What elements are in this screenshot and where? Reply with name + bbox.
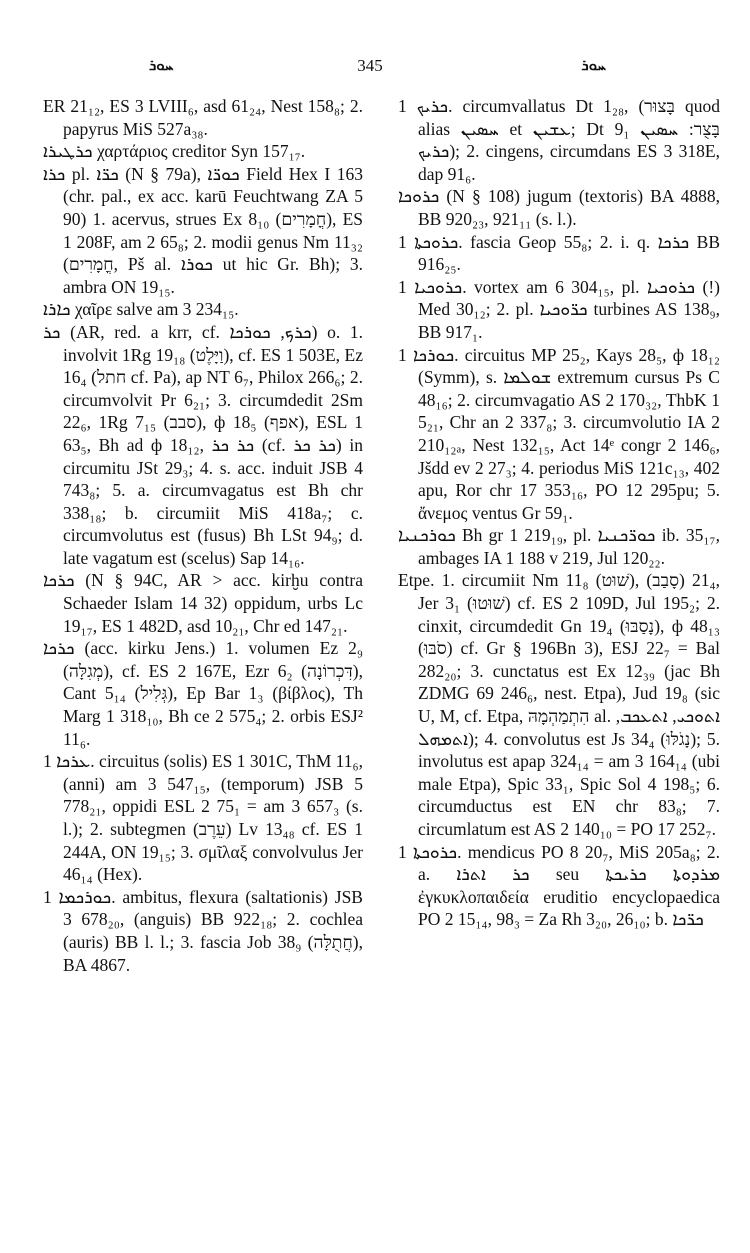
dictionary-entry: ܟܪܘܟܬܐ 1. mendicus PO 8 20₇, MiS 205a₈; 2. a. ܟܪ ܐܬܪܐ seu ܡܪܕܘܬܐ ܟܪܝܟܬܐ ἐγκυκλοπαιδεία eruditio encyclopaedica PO 2 15₁₄, 98₃ = Za Rh 3₂₀, 26₁₀; b. ܟܪ̈ܟܐ (398, 841, 721, 930)
dictionary-entry: ܟܪܐ pl. ܟܪ̈ܐ (N § 79a), ܟܘܪ̈ܐ Field Hex I 163 (chr. pal., ex acc. karū Feuchtwang ZA 5 90) 1. acervus, strues Ex 8₁₀ (חֳמָרִים), ES 1 208F, am 2 65₈; 2. modii genus Nm 11₃₂ (חֳמָרִים, Pš al. ܟܘܪܐ ut hic Gr. Bh); 3. ambra ON 19₁₅. (43, 163, 363, 297)
page-header (94, 56, 646, 86)
header-right-headword: ܚܘܪ (581, 56, 606, 74)
dictionary-entry: ER 21₁₂, ES 3 LVIII₆, asd 61₂₄, Nest 158₈; 2. papyrus MiS 527a₃₈. (43, 96, 363, 139)
dictionary-entry: ܥܪܟܐ 1. circuitus (solis) ES 1 301C, ThM 11₆, (anni) am 3 547₁₅, (temporum) JSB 5 778₂₁, oppidi ESL 2 75₁ = am 3 657₃ (s. l.); 2. subtegmen (עֵרֶב) Lv 13₄₈ cf. ES 1 244A, ON 19₁₅; 3. σμῖλαξ convolvulus Jer 46₁₄ (Hex). (43, 751, 363, 885)
left-column (43, 95, 363, 976)
dictionary-entry: ܟܐܪܐ χαῖρε salve am 3 234₁₅. (43, 299, 239, 320)
dictionary-entry: ܟܪܘܟܐ (N § 108) jugum (textoris) BA 4888, BB 920₂₃, 921₁₁ (s. l.). (398, 186, 720, 229)
right-column (398, 95, 720, 931)
dictionary-entry: ܟܪܟܐ (acc. kirku Jens.) 1. volumen Ez 2₉ (מְגִלָּה), cf. ES 2 167E, Ezr 6₂ (דִּכְרוֹנָה), Cant 5₁₄ (גְּלִיל), Ep Bar 1₃ (βίβλος), Th Marg 1 318₁₀, Bh ce 2 575₄; 2. orbis ESJ² 11₆. (43, 638, 363, 749)
dictionary-entry: ܟܪܟܐ (N § 94C, AR > acc. kirḫu contra Schaeder Islam 14 32) oppidum, urbs Lc 19₁₇, ES 1 482D, asd 10₂₁, Chr ed 147₂₁. (43, 570, 363, 636)
dictionary-entry: Etpe. 1. circumiit Nm 11₈ (שׁוּט), 21₄ (סָבַב), Jer 3₁ (שׁוּטוּ) cf. ES 2 109D, Jul 195₂; 2. cinxit, circumdedit Gn 19₄ (נָסַבּוּ), ф 48₁₃ (סֹבּוּ) cf. Gr § 196Bn 3), ESJ 22₇ = Bal 282₂₀; 3. cunctatus est Ex 12₃₉ (jac Bh ZDMG 69 246₆, nest. Etpa), Jud 19₈ (sic U, M, cf. Etpa, הִתְמַהְמָהּ al. ܐܬܘܟܝ, ܐܬܥܟܒ, ܐܬܡܗܠ); 4. convolutus est Js 34₄ (נָגֹלּוּ); 5. involutus est apap 324₁₄ = am 3 164₁₄ (ubi male Etpa), Spic 33₁, Spic Sol 4 198₅; 6. circumductus est EN chr 83₈; 7. circumlatum est AS 2 140₁₀ = PO 17 252₇. (398, 570, 720, 839)
dictionary-entry: ܟܘܪܟܡܐ 1. ambitus, flexura (saltationis) JSB 3 678₂₀, (anguis) BB 922₁₈; 2. cochlea (auris) BB l. l.; 3. fascia Job 38₉ (חֲתֻלָּה), BA 4867. (43, 886, 363, 975)
dictionary-entry: ܟܪ (AR, red. a krr, cf. ܟܪܟ, ܟܘܪܟܐ) o. 1. involvit 1Rg 19₁₈ (וַיָּלֶט), cf. ES 1 503E, Ez 16₄ (חתל cf. Pa), ap NT 6₇, Philox 266₆; 2. circumvolvit Pr 6₂₁; 3. circumdedit 2Sm 22₆, 1Rg 7₁₅ (סבב), ф 18₅ (אפף), ESL 1 63₅, Bh ad ф 18₁₂, ܟܪ ܟܪ (cf. ܟܪ ܟܪ) in circumitu JSt 29₃; 4. s. acc. induit JSB 4 743₈; 5. a. circumvagatus est Bh chr 338₁₈; b. circumiit MiS 418a₇; c. circumvolutus est (fusus) Bh LSt 94₉; d. late vagatum est (scelus) Sap 14₁₆. (43, 321, 363, 568)
dictionary-entry: ܟܪܛܝܪܐ χαρτάριος creditor Syn 157₁₇. (43, 141, 306, 162)
header-left-headword: ܚܘܪ (149, 56, 174, 74)
dictionary-entry: ܟܪܝܟ 1. circumvallatus Dt 1₂₈, (בָּצוּר quod alias ܚܣܝܢ et ܥܫܝܢ; Dt 9₁ בָּצֻר: ܚܣܝܢ ܟܪܝܟ); 2. cingens, circumdans ES 3 318E, dap 91₆. (398, 96, 720, 184)
dictionary-entry: ܟܘܪܟܢܝܐ Bh gr 1 219₁₉, pl. ܟܘܪ̈ܟܢܝܐ ib. 35₁₇, ambages IA 1 188 v 219, Jul 120₂₂. (398, 525, 720, 568)
dictionary-entry: ܟܪܘܟܬܐ 1. fascia Geop 55₈; 2. i. q. ܟܪܟܐ BB 916₂₅. (398, 231, 720, 275)
dictionary-entry: ܟܪܘܟܝܐ 1. vortex am 6 304₁₅, pl. ܟܪܘܟܝܐ (!) Med 30₁₂; 2. pl. ܟܪ̈ܘܟܝܐ turbines AS 138₉, BB 917₁. (398, 276, 720, 342)
dictionary-entry: ܟܘܪܟܐ 1. circuitus MP 25₂, Kays 28₅, ф 18₁₂ (Symm), s. ܫܘܠܡܐ extremum cursus Ps C 48₁₆; 2. circumvagatio AS 2 170₃₂, ThbK 1 5₂₁, Chr an 2 337₈; 3. circumvolutio IA 2 210₁₂ₐ, Nest 132₁₅, Act 14ᵉ congr 2 146₆, Jšdd ev 2 27₃; 4. periodus MiS 121c₁₃, 402 apu, Ror chr 17 353₁₆, PO 12 295pu; 5. ἄνεμος ventus Gr 59₁. (398, 344, 720, 523)
page-number: 345 (357, 56, 383, 75)
